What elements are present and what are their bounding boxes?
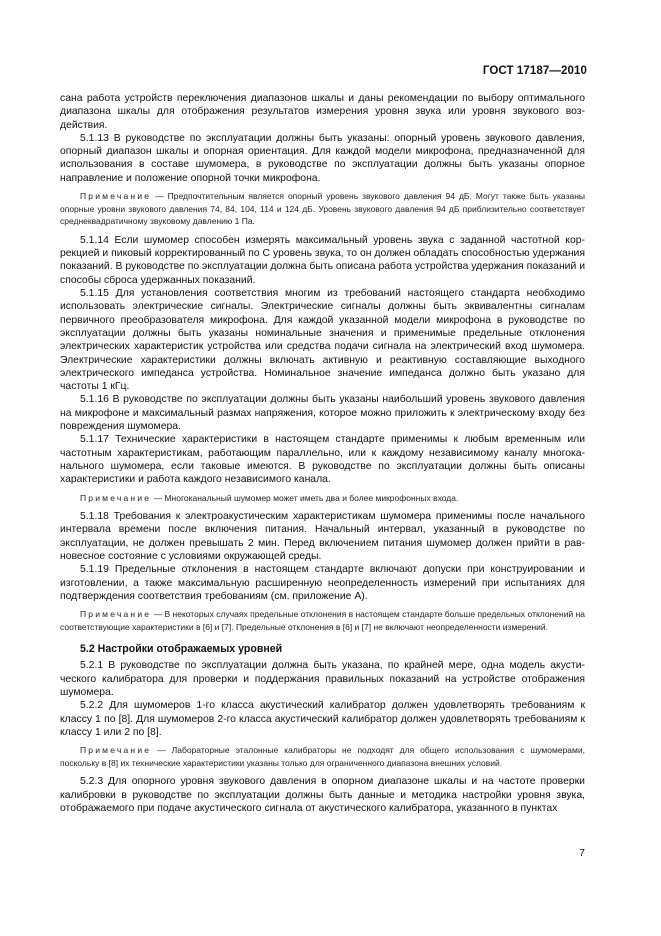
paragraph-5-1-14: 5.1.14 Если шумомер способен измерять максимальный уровень звука с заданной частотной коррекцией и пиковый корректированный по C уровень звука, то он должен обладать способностью удержания показаний. В руководстве по эксплуатации должна быть описана работа устройства удержания показаний и способы сброса удержанных показаний. [60,234,585,286]
note-text: — Предпочтительным является опорный уровень звукового давления 94 дБ. Могут также быть указаны опорные уровни звукового давления 74, 84, 104, 114 и 124 дБ. Уровень звукового давления 94 дБ приблизительно соответствует среднеквадратичному звуковому давлению 1 Па. [60,191,585,227]
note-calibrators [60,744,585,769]
paragraph-5-1-17: 5.1.17 Технические характеристики в настоящем стандарте применимы к любым временным или частотным характеристикам, работающим параллельно, или к каждому независимому каналу многоканального шумомера, если таковые имеются. В руководстве по эксплуатации должны быть описаны характеристики и работа каждого независимого канала. [60,434,585,486]
paragraph-5-1-16: 5.1.16 В руководстве по эксплуатации должны быть указаны наибольший уровень звукового давления на микрофоне и максимальный размах напряжения, которое можно приложить к электрическому входу без повреждения шумомера. [60,394,585,433]
note-label: Примечание [80,191,152,202]
note-label: Примечание [80,609,152,620]
paragraph-5-2-1: 5.2.1 В руководстве по эксплуатации должна быть указана, по крайней мере, одна модель акустического калибратора для проверки и поддержания правильных показаний на устройстве отображения шумомера. [60,660,585,698]
paragraph-5-1-18: 5.1.18 Требования к электроакустическим характеристикам шумомера применимы после начального интервала времени после включения питания. Начальный интервал, указанный в руководстве по эксплуатации, не должен превышать 2 мин. Перед включением питания шумомер должен прийти в равновесное состояние с условиями окружающей среды. [60,511,585,562]
paragraph-5-2-2: 5.2.2 Для шумомеров 1-го класса акустический калибратор должен удовлетворять требованиям к классу 1 по [8]. Для шумомеров 2-го класса акустический калибратор должен удовлетворять требованиям к классу 1 или 2 по [8]. [60,700,585,738]
note-text: — Лабораторные эталонные калибраторы не подходят для общего использования с шумомерами, поскольку в [8] их технические характеристики указаны только для ограниченного диапазона внешних условий. [60,745,585,768]
note-label: Примечание [80,745,152,756]
note-text: — В некоторых случаях предельные отклонения в настоящем стандарте больше предельных отклонений на соответствующие характеристики в [6] и [7]. Предельные отклонения в [6] и [7] не включают неопределенности измерений. [60,609,585,632]
note-text: — Многоканальный шумомер может иметь два и более микрофонных входа. [153,492,459,503]
document-body [60,92,585,815]
page-number: 7 [579,847,585,859]
note-multichannel [60,492,585,505]
note-tolerances [60,608,585,633]
section-heading-5-2: 5.2 Настройки отображаемых уровней [80,643,283,656]
standard-header: ГОСТ 17187—2010 [482,65,587,77]
paragraph-5-1-19: 5.1.19 Предельные отклонения в настоящем стандарте включают допуски при конструировании и изготовлении, а также максимальную расширенную неопределенность измерений при испытаниях для подтверждения соответствия требованиям (см. приложение А). [60,564,585,602]
paragraph-5-2-3: 5.2.3 Для опорного уровня звукового давления в опорном диапазоне шкалы и на частоте проверки калибровки в руководстве по эксплуатации должны быть данные и методика настройки уровня звука, отображаемого при подаче акустического сигнала от акустического калибратора, указанного в пунктах [60,776,585,814]
paragraph-5-1-15: 5.1.15 Для установления соответствия многим из требований настоящего стандарта необходимо использовать электрические сигналы. Электрические сигналы должны быть эквивалентны сигналам первичного преобразователя микрофона. Для каждой указанной модели микрофона в руководстве по эксплуатации должны быть указаны номинальные значения и применимые предельные отклонения электрических характеристик устройства или средства подачи сигнала на электрический вход шумомера. Электрические характеристики должны включать активную и реактивную составляющие выходного электрического импеданса устройства. Номинальное значение импеданса должно быть указано для частоты 1 кГц. [60,288,585,393]
note-reference-level [60,190,585,228]
paragraph-5-1-13: 5.1.13 В руководстве по эксплуатации должны быть указаны: опорный уровень звукового давления, опорный диапазон шкалы и опорная ориентация. Для каждой модели микрофона, предназначенной для использования в составе шумомера, в руководстве по эксплуатации должны быть указаны опорное направление и положение опорной точки микрофона. [60,132,585,184]
note-label: Примечание [80,492,152,503]
paragraph-continuation: сана работа устройств переключения диапазонов шкалы и даны рекомендации по выбору оптимального диапазона шкалы для отображения результатов измерения уровня звука или уровня звукового воздействия. [60,93,585,131]
